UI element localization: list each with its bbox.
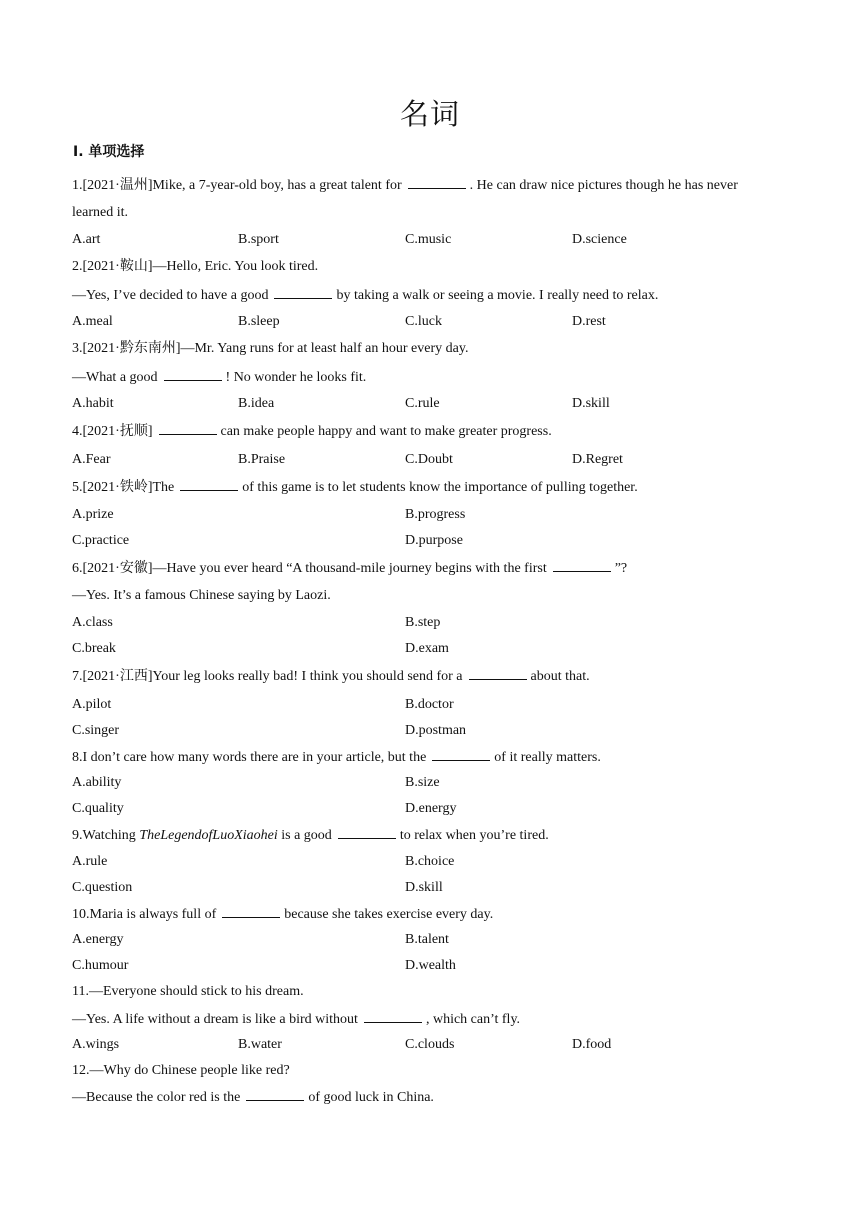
option-d: D.skill xyxy=(405,880,443,895)
answer-blank xyxy=(408,176,466,189)
option-a: A.class xyxy=(72,615,113,630)
option-c: C.rule xyxy=(405,396,440,411)
answer-blank xyxy=(180,478,238,491)
question-1-continued: learned it. xyxy=(72,205,128,220)
option-b: B.idea xyxy=(238,396,275,411)
option-a: A.art xyxy=(72,232,101,247)
option-d: D.exam xyxy=(405,641,449,656)
option-a: A.ability xyxy=(72,775,122,790)
question-4: 4.[2021·抚顺] can make people happy and want to make greater progress. xyxy=(72,424,552,439)
question-2: 2.[2021·鞍山]—Hello, Eric. You look tired. xyxy=(72,259,319,274)
answer-blank xyxy=(246,1088,304,1101)
question-12-line-2: —Because the color red is the of good luck in China. xyxy=(72,1090,434,1105)
question-1: 1.[2021·温州]Mike, a 7-year-old boy, has a great talent for . He can draw nice pictures though he has never xyxy=(72,178,738,193)
question-9: 9.Watching TheLegendofLuoXiaohei is a good to relax when you’re tired. xyxy=(72,828,549,843)
option-a: A.pilot xyxy=(72,697,112,712)
option-d: D.Regret xyxy=(572,452,623,467)
book-title: TheLegendofLuoXiaohei xyxy=(139,828,278,843)
option-c: C.Doubt xyxy=(405,452,453,467)
option-b: B.water xyxy=(238,1037,282,1052)
answer-blank xyxy=(553,559,611,572)
option-c: C.quality xyxy=(72,801,124,816)
option-b: B.sport xyxy=(238,232,279,247)
question-10: 10.Maria is always full of because she takes exercise every day. xyxy=(72,907,494,922)
section-heading: Ⅰ. 单项选择 xyxy=(73,144,145,160)
option-a: A.energy xyxy=(72,932,124,947)
option-a: A.rule xyxy=(72,854,108,869)
option-b: B.Praise xyxy=(238,452,286,467)
option-d: D.rest xyxy=(572,314,606,329)
option-d: D.food xyxy=(572,1037,612,1052)
option-c: C.humour xyxy=(72,958,129,973)
question-11: 11.—Everyone should stick to his dream. xyxy=(72,984,304,999)
answer-blank xyxy=(338,826,396,839)
option-a: A.Fear xyxy=(72,452,111,467)
option-d: D.science xyxy=(572,232,627,247)
option-c: C.music xyxy=(405,232,452,247)
question-6: 6.[2021·安徽]—Have you ever heard “A thousand-mile journey begins with the first ”? xyxy=(72,561,628,576)
question-8: 8.I don’t care how many words there are in your article, but the of it really matters. xyxy=(72,750,601,765)
option-c: C.singer xyxy=(72,723,120,738)
question-2-line-2: —Yes, I’ve decided to have a good by taking a walk or seeing a movie. I really need to relax. xyxy=(72,288,659,303)
option-d: D.skill xyxy=(572,396,610,411)
option-c: C.practice xyxy=(72,533,130,548)
page-title: 名词 xyxy=(399,97,460,131)
question-5: 5.[2021·铁岭]The of this game is to let students know the importance of pulling together. xyxy=(72,480,638,495)
answer-blank xyxy=(432,748,490,761)
option-c: C.break xyxy=(72,641,116,656)
option-b: B.doctor xyxy=(405,697,454,712)
option-d: D.postman xyxy=(405,723,467,738)
option-a: A.meal xyxy=(72,314,113,329)
question-6-line-2: —Yes. It’s a famous Chinese saying by Laozi. xyxy=(72,588,331,603)
option-b: B.size xyxy=(405,775,440,790)
question-3: 3.[2021·黔东南州]—Mr. Yang runs for at least half an hour every day. xyxy=(72,341,469,356)
option-c: C.question xyxy=(72,880,133,895)
question-11-line-2: —Yes. A life without a dream is like a bird without , which can’t fly. xyxy=(72,1012,521,1027)
option-d: D.purpose xyxy=(405,533,463,548)
option-d: D.wealth xyxy=(405,958,456,973)
answer-blank xyxy=(364,1010,422,1023)
question-7: 7.[2021·江西]Your leg looks really bad! I think you should send for a about that. xyxy=(72,669,590,684)
option-a: A.wings xyxy=(72,1037,120,1052)
option-a: A.habit xyxy=(72,396,114,411)
question-12: 12.—Why do Chinese people like red? xyxy=(72,1063,290,1078)
option-c: C.clouds xyxy=(405,1037,455,1052)
option-b: B.sleep xyxy=(238,314,280,329)
answer-blank xyxy=(274,286,332,299)
option-b: B.choice xyxy=(405,854,455,869)
option-b: B.step xyxy=(405,615,441,630)
option-c: C.luck xyxy=(405,314,442,329)
answer-blank xyxy=(222,905,280,918)
option-b: B.talent xyxy=(405,932,449,947)
option-b: B.progress xyxy=(405,507,466,522)
answer-blank xyxy=(159,422,217,435)
question-3-line-2: —What a good ! No wonder he looks fit. xyxy=(72,370,367,385)
answer-blank xyxy=(469,667,527,680)
option-d: D.energy xyxy=(405,801,457,816)
answer-blank xyxy=(164,368,222,381)
option-a: A.prize xyxy=(72,507,114,522)
